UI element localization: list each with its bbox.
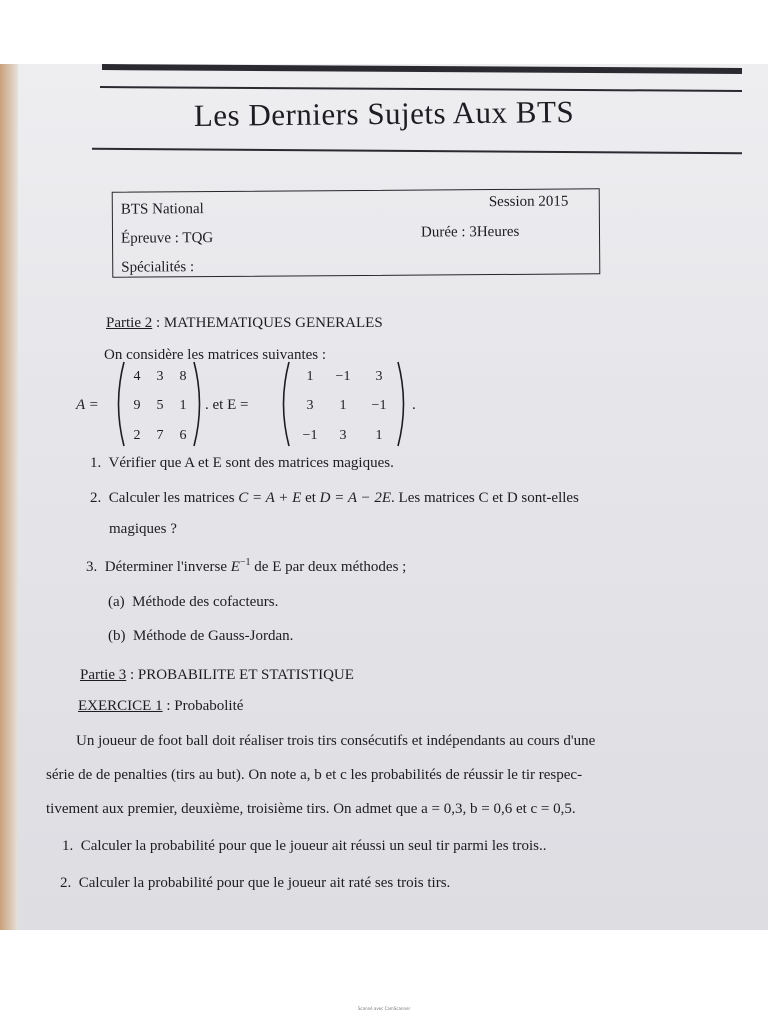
page-title: Les Derniers Sujets Aux BTS xyxy=(193,94,575,133)
matrix-a-cell: 2 xyxy=(133,428,141,443)
q-number: 1. xyxy=(62,838,74,854)
q-text: de E par deux méthodes ; xyxy=(254,559,407,575)
q-number: 2. xyxy=(60,875,72,891)
exam-session: Session 2015 xyxy=(488,193,569,211)
q-text: Déterminer l'inverse xyxy=(104,559,227,575)
q-subnumber: (b) xyxy=(108,628,126,644)
q-math: E xyxy=(230,559,240,575)
exam-specialites: Spécialités : xyxy=(121,259,195,276)
partie2-heading xyxy=(106,315,383,332)
partie2-q2-cont: magiques ? xyxy=(109,521,177,537)
matrix-e-right-paren xyxy=(396,360,410,448)
partie2-title: : MATHEMATIQUES GENERALES xyxy=(156,315,383,331)
partie2-q3 xyxy=(86,557,406,576)
matrix-a-cell: 8 xyxy=(179,369,187,384)
matrix-e-label: . et E = xyxy=(205,397,249,413)
partie2-q1 xyxy=(90,455,394,472)
q-number: 2. xyxy=(90,490,102,506)
q-text: Calculer la probabilité pour que le joueur ait réussi un seul tir parmi les trois.. xyxy=(80,838,547,854)
exercice-q2 xyxy=(60,875,450,892)
exercice-q1 xyxy=(62,838,546,855)
partie3-heading xyxy=(80,667,354,684)
matrix-e-cell: 3 xyxy=(339,428,347,443)
partie2-q2 xyxy=(90,490,579,507)
q-math: D = A − 2E xyxy=(319,490,392,506)
q-text: Calculer les matrices xyxy=(108,490,235,506)
q-sup: −1 xyxy=(239,557,251,568)
matrix-e-cell: 3 xyxy=(306,398,314,413)
matrix-a-cell: 6 xyxy=(179,428,187,443)
matrix-e-cell: −1 xyxy=(335,369,351,384)
paper-edge xyxy=(0,64,18,930)
scanner-footer: Scanné avec CamScanner xyxy=(357,1006,411,1011)
q-number: 3. xyxy=(86,559,98,575)
matrix-a-cell: 3 xyxy=(156,369,164,384)
matrix-a-cell: 9 xyxy=(133,398,141,413)
exercice-heading xyxy=(78,698,243,715)
matrix-e-left-paren xyxy=(277,360,291,448)
exercice-label: EXERCICE 1 xyxy=(78,698,163,714)
exam-info-box xyxy=(112,188,601,277)
matrix-a-cell: 7 xyxy=(156,428,164,443)
matrix-e-cell: 1 xyxy=(339,398,347,413)
partie2-label: Partie 2 xyxy=(106,315,153,331)
q-subnumber: (a) xyxy=(108,594,125,610)
q-text: Calculer la probabilité pour que le joueur ait raté ses trois tirs. xyxy=(78,875,451,891)
q-number: 1. xyxy=(90,455,102,471)
matrix-a-cell: 4 xyxy=(133,369,141,384)
exercice-title: : Probabolité xyxy=(166,698,244,714)
partie2-q3a xyxy=(108,594,278,611)
exam-duree: Durée : 3Heures xyxy=(420,223,520,241)
q-text: Méthode de Gauss-Jordan. xyxy=(133,628,294,644)
partie3-title: : PROBABILITE ET STATISTIQUE xyxy=(130,667,354,683)
exam-name: BTS National xyxy=(120,201,204,218)
matrix-e-cell: 1 xyxy=(375,428,383,443)
q-text: . Les matrices C et D sont-elles xyxy=(391,490,579,506)
q-text: Méthode des cofacteurs. xyxy=(132,594,279,610)
partie3-label: Partie 3 xyxy=(80,667,127,683)
matrix-end-dot: . xyxy=(412,397,416,413)
matrix-e-cell: 3 xyxy=(375,369,383,384)
q-text: et xyxy=(305,490,316,506)
partie2-q3b xyxy=(108,628,293,645)
q-math: C = A + E xyxy=(238,490,302,506)
exercice-paragraph-line3: tivement aux premier, deuxième, troisième tirs. On admet que a = 0,3, b = 0,6 et c = 0,5. xyxy=(46,801,576,817)
exercice-paragraph-line1: Un joueur de foot ball doit réaliser trois tirs consécutifs et indépendants au cours d'une xyxy=(76,733,596,749)
matrix-e-cell: −1 xyxy=(302,428,318,443)
matrix-a-cell: 1 xyxy=(179,398,187,413)
matrix-e-cell: −1 xyxy=(371,398,387,413)
partie2-intro: On considère les matrices suivantes : xyxy=(104,347,327,363)
exercice-paragraph-line2: série de de penalties (tirs au but). On note a, b et c les probabilités de réussir le tir respec- xyxy=(46,767,583,783)
exam-epreuve: Épreuve : TQG xyxy=(120,229,214,247)
matrix-a-cell: 5 xyxy=(156,398,164,413)
matrix-a-label: A = xyxy=(76,397,99,413)
q-text: Vérifier que A et E sont des matrices magiques. xyxy=(108,455,394,471)
matrix-e-cell: 1 xyxy=(306,369,314,384)
